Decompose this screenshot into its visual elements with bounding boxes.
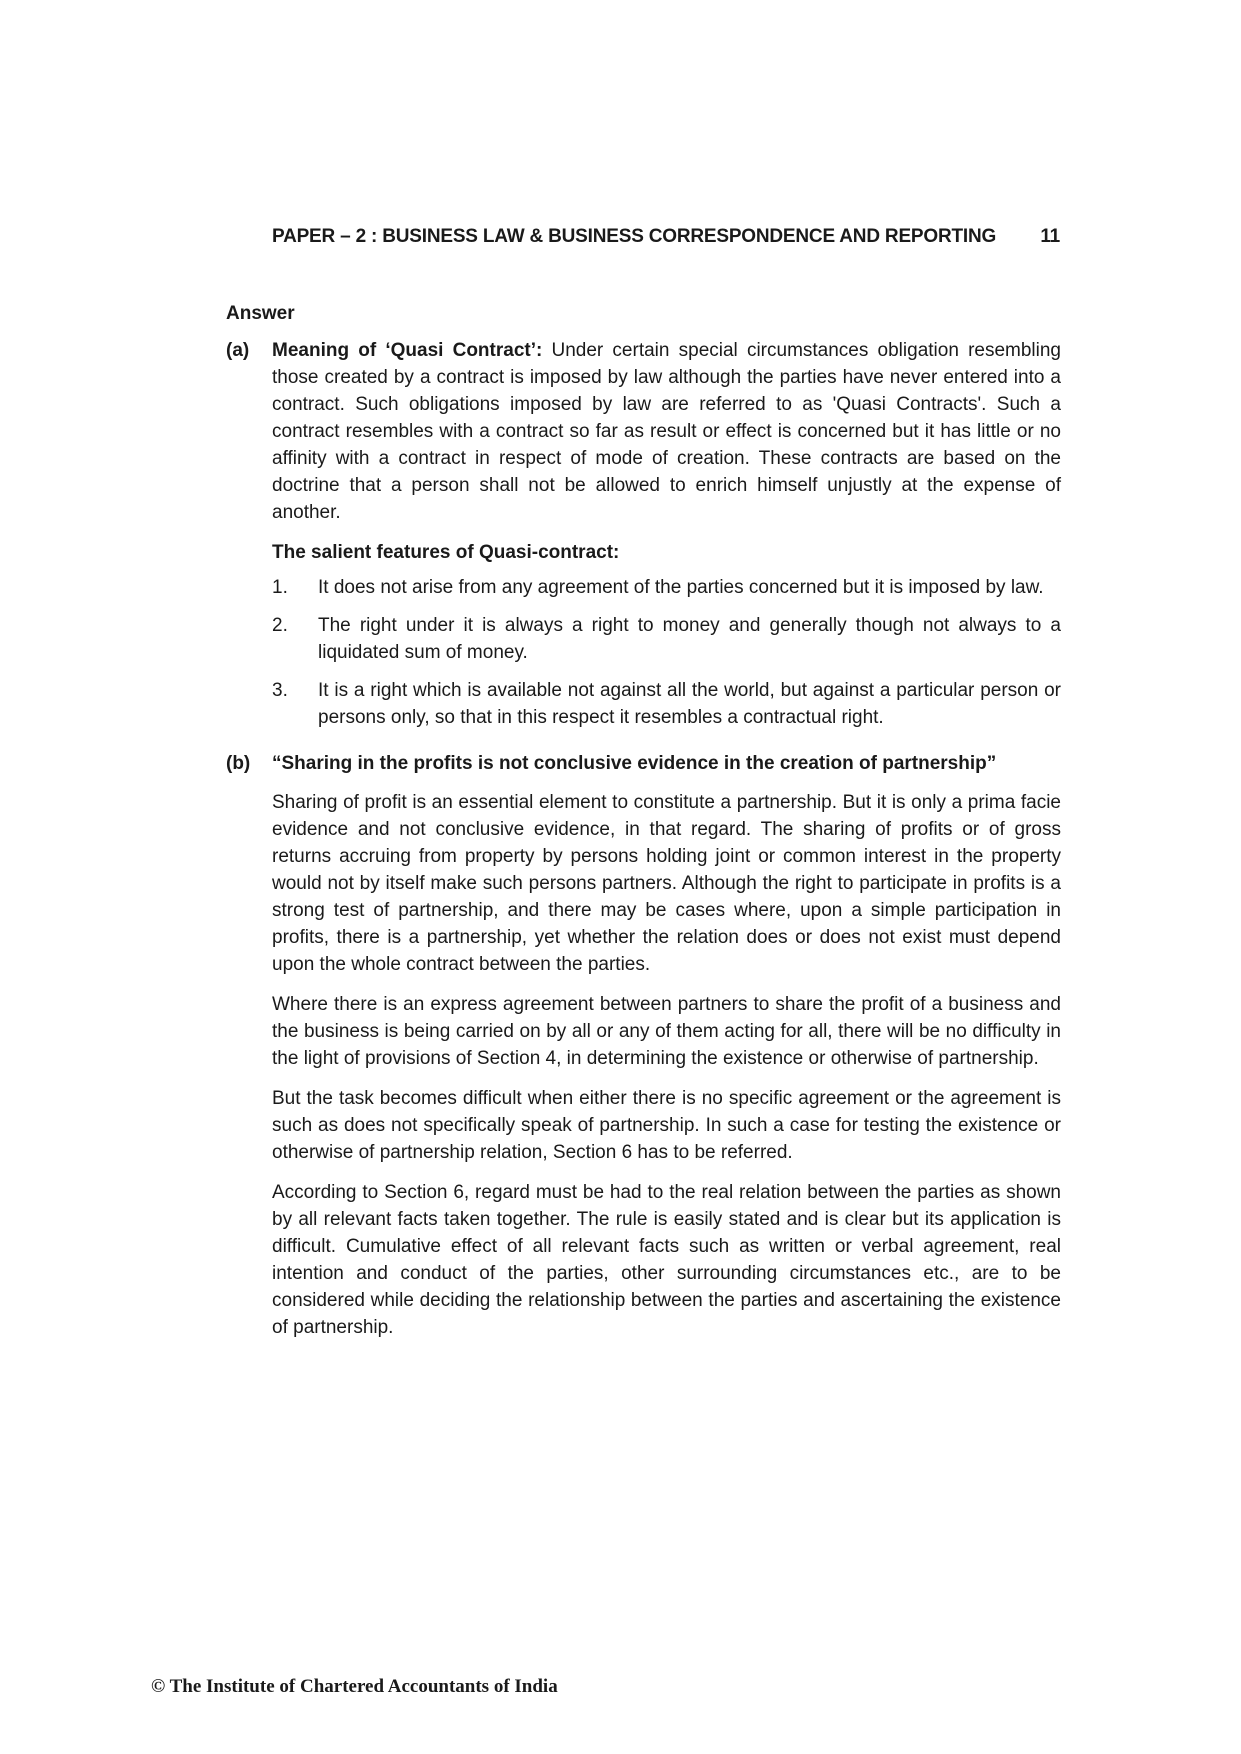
running-header [272, 226, 1060, 248]
part-b-body [272, 750, 1061, 1354]
feature-text: The right under it is always a right to money and generally though not always to a liquidated sum of money. [318, 615, 1061, 663]
answer-part-a [226, 337, 1061, 742]
part-a-label: (a) [226, 340, 250, 361]
quasi-contract-definition: Under certain special circumstances obligation resembling those created by a contract is imposed by law although the parties have never entered into a contract. Such obligations imposed by law are referred to as 'Quasi Contracts'. Such a contract resembles with a contract so far as result or effect is concerned but it has little or no affinity with a contract in respect of mode of creation. These contracts are based on the doctrine that a person shall not be allowed to enrich himself unjustly at the expense of another. [272, 340, 1062, 523]
answer-content [226, 300, 1061, 1362]
feature-item [272, 574, 1061, 601]
part-b-paragraph: Where there is an express agreement between partners to share the profit of a business and the business is being carried on by all or any of them acting for all, there will be no difficulty in the light of provisions of Section 4, in determining the existence or otherwise of partnership. [272, 994, 1061, 1069]
feature-text: It does not arise from any agreement of the parties concerned but it is imposed by law. [318, 577, 1044, 598]
part-b-paragraph: But the task becomes difficult when either there is no specific agreement or the agreement is such as does not specifically speak of partnership. In such a case for testing the existence or otherwise of partnership relation, Section 6 has to be referred. [272, 1088, 1061, 1163]
feature-number: 1. [272, 577, 288, 598]
features-list [272, 574, 1061, 731]
header-title: PAPER – 2 : BUSINESS LAW & BUSINESS CORRESPONDENCE AND REPORTING [272, 226, 997, 247]
page-number: 11 [1040, 226, 1060, 247]
feature-text: It is a right which is available not against all the world, but against a particular person or persons only, so that in this respect it resembles a contractual right. [318, 680, 1061, 728]
copyright-footer: © The Institute of Chartered Accountants of India [151, 1676, 558, 1697]
answer-heading: Answer [226, 303, 295, 324]
quasi-contract-term: Meaning of ‘Quasi Contract’: [272, 340, 543, 361]
answer-part-b [226, 750, 1061, 1354]
features-heading: The salient features of Quasi-contract: [272, 542, 620, 563]
part-b-label: (b) [226, 753, 251, 774]
feature-number: 2. [272, 615, 288, 636]
part-b-paragraph: According to Section 6, regard must be had to the real relation between the parties as shown by all relevant facts taken together. The rule is easily stated and is clear but its application is difficult. Cumulative effect of all relevant facts such as written or verbal agreement, real intention and conduct of the parties, other surrounding circumstances etc., are to be considered while deciding the relationship between the parties and ascertaining the existence of partnership. [272, 1182, 1061, 1338]
feature-item [272, 677, 1061, 731]
part-b-title: “Sharing in the profits is not conclusive evidence in the creation of partnership” [272, 753, 997, 774]
part-a-body [272, 337, 1061, 742]
feature-item [272, 612, 1061, 666]
feature-number: 3. [272, 680, 288, 701]
quasi-contract-meaning [272, 337, 1061, 526]
part-b-paragraph: Sharing of profit is an essential element to constitute a partnership. But it is only a prima facie evidence and not conclusive evidence, in that regard. The sharing of profits or of gross returns accruing from property by persons holding joint or common interest in the property would not by itself make such persons partners. Although the right to participate in profits is a strong test of partnership, and there may be cases where, upon a simple participation in profits, there is a partnership, yet whether the relation does or does not exist must depend upon the whole contract between the parties. [272, 792, 1061, 975]
